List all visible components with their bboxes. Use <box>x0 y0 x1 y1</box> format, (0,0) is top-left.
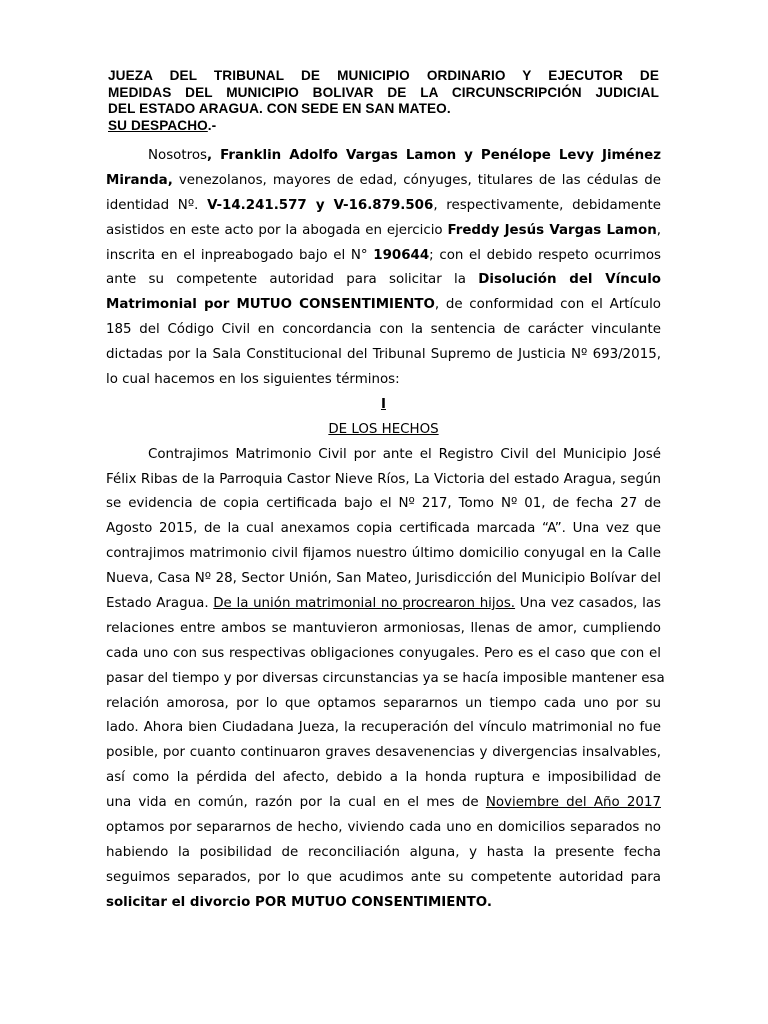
facts-line-16: optamos por separarnos de hecho, viviendo cada uno en domicilios separados no <box>106 820 661 836</box>
intro-text: identidad Nº. <box>106 197 208 213</box>
facts-line-1 <box>106 443 661 468</box>
intro-line-1 <box>106 144 661 169</box>
intro-names: , Franklin Adolfo Vargas Lamon y Penélope Levy Jiménez <box>207 148 661 163</box>
facts-line-19 <box>106 891 661 916</box>
facts-line-13: posible, por cuanto continuaron graves desavenencias y divergencias insalvables, <box>106 745 661 761</box>
despacho-label: SU DESPACHO <box>108 117 208 133</box>
facts-text: Una vez casados, las <box>515 596 662 612</box>
mutual-consent-title: Matrimonial por MUTUO CONSENTIMIENTO <box>106 297 435 313</box>
facts-text: Estado Aragua. <box>106 596 214 612</box>
intro-line-9: dictadas por la Sala Constitucional del Tribunal Supremo de Justicia Nº 693/2015, <box>106 347 661 363</box>
facts-line-14: así como la pérdida del afecto, debido a la honda ruptura e imposibilidad de <box>106 770 661 786</box>
intro-text: ; con el debido respeto ocurrimos <box>429 247 661 263</box>
facts-line-12: lado. Ahora bien Ciudadana Jueza, la recuperación del vínculo matrimonial no fue <box>106 720 661 736</box>
intro-text: asistidos en este acto por la abogada en ejercicio <box>106 222 448 238</box>
divorce-request: solicitar el divorcio POR MUTUO CONSENTIMIENTO. <box>106 894 492 910</box>
intro-line-10: lo cual hacemos en los siguientes términos: <box>106 372 400 388</box>
intro-text: , respectivamente, debidamente <box>433 197 661 213</box>
intro-text: ante su competente autoridad para solicitar la <box>106 272 479 288</box>
facts-line-3: se evidencia de copia certificada bajo el Nº 217, Tomo Nº 01, de fecha 27 de <box>106 496 661 512</box>
addressee-header <box>108 68 659 134</box>
facts-line-10: pasar del tiempo y por diversas circunstancias ya se hacía imposible mantener esa <box>106 670 665 686</box>
intro-line-8: 185 del Código Civil en concordancia con la sentencia de carácter vinculante <box>106 322 661 338</box>
facts-line-15 <box>106 791 661 816</box>
lawyer-name: Freddy Jesús Vargas Lamon <box>447 222 657 238</box>
facts-line-11: relación amorosa, por lo que optamos separarnos un tiempo cada uno por su <box>106 695 661 711</box>
facts-line-9: cada uno con sus respectivas obligaciones conyugales. Pero es el caso que con el <box>106 645 661 661</box>
intro-text: venezolanos, mayores de edad, cónyuges, titulares de las cédulas de <box>172 172 661 188</box>
intro-line-5 <box>106 244 661 269</box>
inpreabogado-number: 190644 <box>373 247 430 263</box>
intro-line-3 <box>106 194 661 219</box>
section-title <box>106 418 661 443</box>
intro-text: inscrita en el inpreabogado bajo el N° <box>106 247 374 263</box>
section-numeral-text: I <box>381 396 386 412</box>
facts-line-7 <box>106 592 661 617</box>
facts-line-8: relaciones entre ambos se mantuvieron armoniosas, llenas de amor, cumpliendo <box>106 620 661 636</box>
intro-text: , de conformidad con el Artículo <box>434 297 661 313</box>
facts-line-4: Agosto 2015, de la cual anexamos copia certificada marcada “A”. Una vez que <box>106 521 661 537</box>
intro-surname: Miranda, <box>106 172 173 188</box>
header-line-1: JUEZA DEL TRIBUNAL DE MUNICIPIO ORDINARIO Y EJECUTOR DE <box>108 68 659 83</box>
intro-line-6 <box>106 268 661 293</box>
no-children-statement: De la unión matrimonial no procrearon hijos. <box>213 596 516 612</box>
facts-text: una vida en común, razón por la cual en el mes de <box>106 795 486 811</box>
intro-line-7 <box>106 293 661 318</box>
document-body <box>106 144 665 916</box>
intro-line-4 <box>106 219 661 244</box>
header-line-3: DEL ESTADO ARAGUA. CON SEDE EN SAN MATEO. <box>108 101 451 116</box>
facts-line-6: Nueva, Casa Nº 28, Sector Unión, San Mateo, Jurisdicción del Municipio Bolívar del <box>106 571 661 587</box>
header-line-2: MEDIDAS DEL MUNICIPIO BOLIVAR DE LA CIRCUNSCRIPCIÓN JUDICIAL <box>108 84 659 100</box>
despacho-suffix: .- <box>207 117 217 133</box>
facts-text: Contrajimos Matrimonio Civil por ante el Registro Civil del Municipio José <box>148 446 661 462</box>
header-line-4 <box>108 118 659 135</box>
facts-line-5: contrajimos matrimonio civil fijamos nuestro último domicilio conyugal en la Calle <box>106 546 661 562</box>
intro-line-2 <box>106 169 661 194</box>
facts-line-18: seguimos separados, por lo que acudimos ante su competente autoridad para <box>106 869 661 885</box>
id-numbers: V-14.241.577 y V-16.879.506 <box>207 197 434 213</box>
separation-date: Noviembre del Año 2017 <box>485 795 661 811</box>
intro-text: , <box>656 222 661 238</box>
intro-nosotros: Nosotros <box>148 148 208 163</box>
facts-line-17: habiendo la posibilidad de reconciliación alguna, y hasta la presente fecha <box>106 844 661 860</box>
section-numeral <box>106 393 661 418</box>
facts-line-2: Félix Ribas de la Parroquia Castor Nieve Ríos, La Victoria del estado Aragua, según <box>106 471 661 487</box>
dissolution-title: Disolución del Vínculo <box>478 272 661 288</box>
section-title-text: DE LOS HECHOS <box>328 421 439 437</box>
